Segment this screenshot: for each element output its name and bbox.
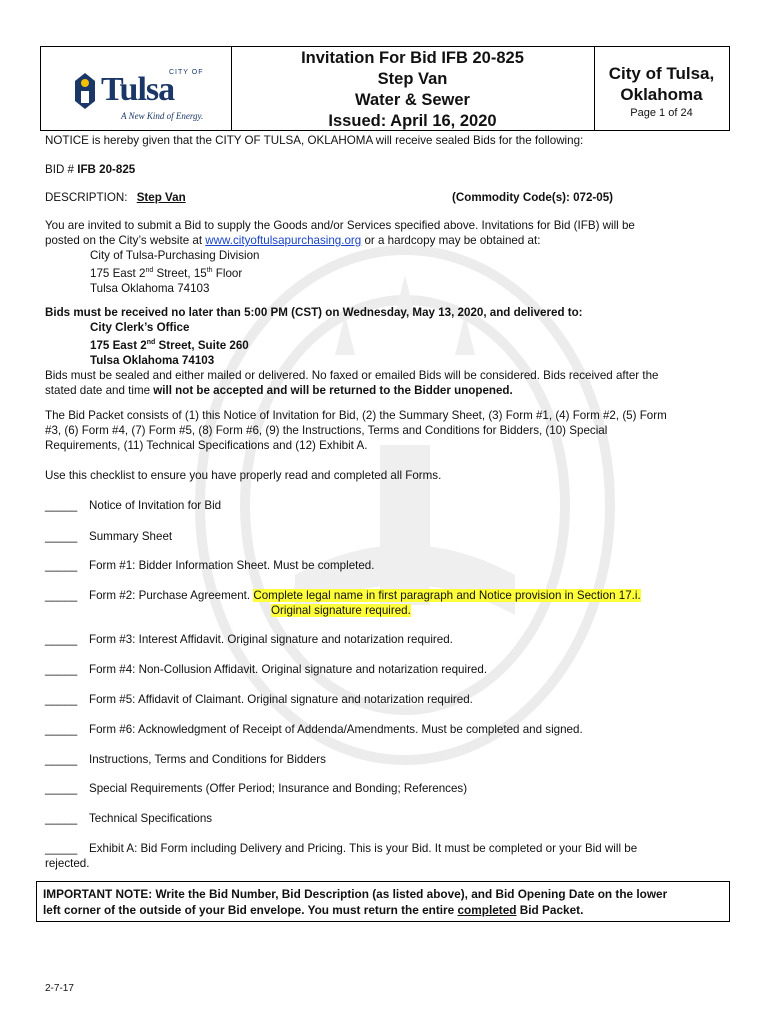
packet-line-1: The Bid Packet consists of (1) this Notice of Invitation for Bid, (2) the Summary Sheet, (3) Form #1, (4) Form #2, (5) Form [45, 409, 667, 422]
checklist-item[interactable]: _____ Summary Sheet [45, 530, 173, 543]
invite-line-2 [45, 233, 735, 248]
checklist-item[interactable]: _____ Form #5: Affidavit of Claimant. Original signature and notarization required. [45, 693, 473, 706]
checklist-item[interactable]: _____ Special Requirements (Offer Period; Insurance and Bonding; References) [45, 782, 468, 795]
deadline-heading: Bids must be received no later than 5:00 PM (CST) on Wednesday, May 13, 2020, and delivered to: [45, 306, 583, 319]
invite-paragraph [45, 218, 735, 296]
notice-text: NOTICE is hereby given that the CITY OF TULSA, OKLAHOMA will receive sealed Bids for the following: [45, 134, 584, 147]
commodity-code: (Commodity Code(s): 072-05) [452, 191, 614, 204]
checklist-item[interactable]: _____ Form #4: Non-Collusion Affidavit. Original signature and notarization required. [45, 663, 488, 676]
highlight-legal-name: Complete legal name in first paragraph and Notice provision in Section 17.i. [253, 589, 641, 602]
deadline-paragraph [45, 305, 735, 398]
description-line [45, 190, 186, 205]
logo-cell [41, 47, 232, 130]
title-dept: Water & Sewer [355, 91, 470, 109]
header-box [40, 46, 730, 131]
packet-line-3: Requirements, (11) Technical Specifications and (12) Exhibit A. [45, 439, 368, 452]
page-number: Page 1 of 24 [630, 107, 693, 119]
invite-line-2-post: or a hardcopy may be obtained at: [364, 234, 541, 247]
title-issued: Issued: April 16, 2020 [328, 112, 497, 130]
checklist-item[interactable]: _____ Instructions, Terms and Conditions for Bidders [45, 753, 326, 766]
title-ifb: Invitation For Bid IFB 20-825 [301, 49, 524, 67]
bid-label: BID # [45, 163, 74, 176]
address-line-1: City of Tulsa-Purchasing Division [90, 249, 260, 262]
city-cell [594, 47, 729, 130]
invite-line-2-pre: posted on the City’s website at [45, 234, 203, 247]
checklist-intro: Use this checklist to ensure you have properly read and completed all Forms. [45, 469, 442, 482]
footer-version: 2-7-17 [45, 983, 74, 994]
important-note-box [36, 881, 730, 922]
clerk-office: City Clerk’s Office [90, 321, 190, 334]
title-item: Step Van [377, 70, 448, 88]
deadline-note-1: Bids must be sealed and either mailed or delivered. No faxed or emailed Bids will be considered. Bids received after the [45, 368, 659, 382]
logo-wordmark: Tulsa [101, 71, 175, 108]
deadline-note-2: stated date and time will not be accepted and will be returned to the Bidder unopened. [45, 383, 513, 397]
bid-value: IFB 20-825 [77, 163, 136, 176]
description-label: DESCRIPTION: [45, 191, 128, 204]
state-name: Oklahoma [620, 85, 703, 104]
title-cell [231, 47, 595, 130]
purchasing-website-link[interactable]: www.cityoftulsapurchasing.org [205, 234, 362, 247]
checklist-item[interactable]: _____ Form #1: Bidder Information Sheet. Must be completed. [45, 559, 375, 572]
checklist-item[interactable]: _____ Notice of Invitation for Bid [45, 499, 222, 512]
description-value: Step Van [136, 191, 186, 204]
packet-paragraph [45, 408, 735, 453]
checklist-item[interactable]: _____ Form #2: Purchase Agreement. Complete legal name in first paragraph and Notice provision in Section 17.i. Original signature required. [45, 589, 641, 617]
address-line-2: 175 East 2nd Street, 15th Floor [90, 266, 243, 280]
packet-line-2: #3, (6) Form #4, (7) Form #5, (8) Form #6, (9) the Instructions, Terms and Conditions for Bidders, (10) Special [45, 424, 608, 437]
address-line-3: Tulsa Oklahoma 74103 [90, 281, 210, 295]
checklist-item[interactable]: _____ Exhibit A: Bid Form including Delivery and Pricing. This is your Bid. It must be completed or your Bid will be rejected. [45, 842, 638, 870]
clerk-city: Tulsa Oklahoma 74103 [90, 353, 215, 367]
important-line-2: left corner of the outside of your Bid envelope. You must return the entire completed Bid Packet. [43, 903, 584, 917]
clerk-street: 175 East 2nd Street, Suite 260 [90, 338, 249, 352]
logo-city-of: CITY OF [169, 69, 204, 76]
checklist-item[interactable]: _____ Form #6: Acknowledgment of Receipt of Addenda/Amendments. Must be completed and signed. [45, 723, 583, 736]
checklist-item[interactable]: _____ Form #3: Interest Affidavit. Original signature and notarization required. [45, 633, 453, 646]
important-line-1: IMPORTANT NOTE: Write the Bid Number, Bid Description (as listed above), and Bid Opening Date on the lower [43, 887, 668, 901]
city-name: City of Tulsa, [608, 64, 715, 83]
highlight-signature: Original signature required. [271, 604, 411, 617]
tulsa-logo-icon [73, 71, 97, 111]
checklist-item[interactable]: _____ Technical Specifications [45, 812, 213, 825]
logo-tagline: A New Kind of Energy. [121, 111, 204, 121]
bid-number-line [45, 162, 135, 177]
invite-line-1: You are invited to submit a Bid to supply the Goods and/or Services specified above. Invitations for Bid (IFB) will be [45, 219, 635, 232]
